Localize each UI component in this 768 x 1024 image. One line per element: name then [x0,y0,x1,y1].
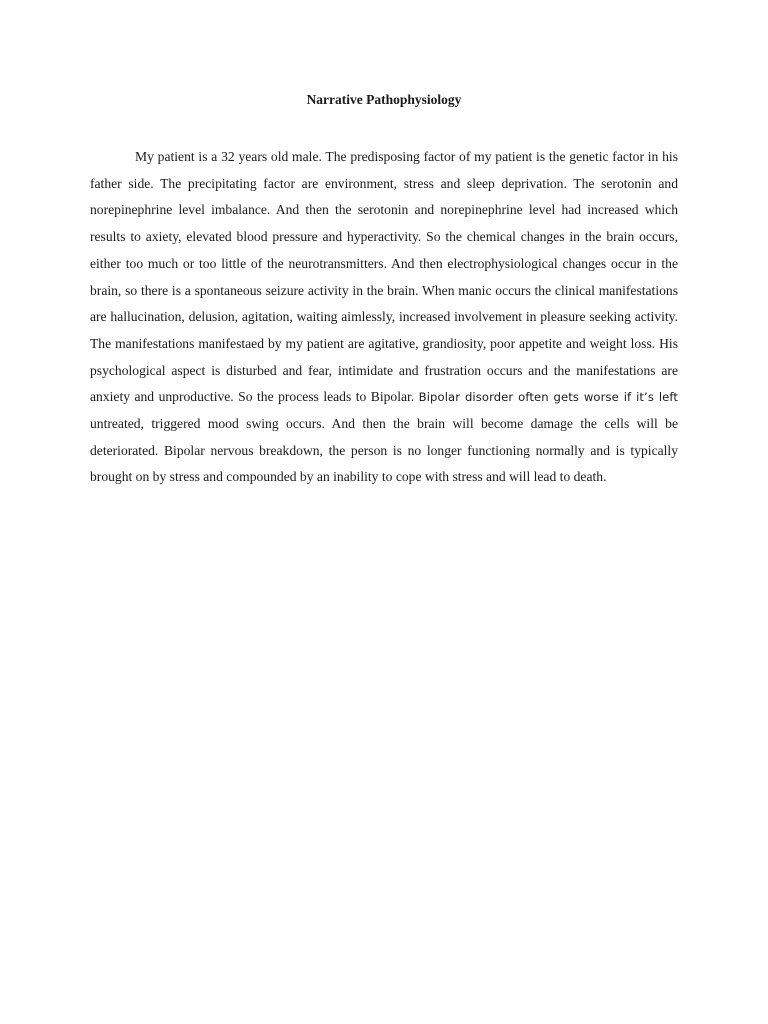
body-paragraph [90,144,678,491]
document-title: Narrative Pathophysiology [306,92,462,107]
paragraph-text-part2: Bipolar disorder often gets worse if it’s left [418,390,678,405]
paragraph-text-part3: untreated, triggered mood swing occurs. And then the brain will become damage the cells will be deteriorated. Bipolar nervous breakdown, the person is no longer functioning normally and is typically brought on by stress and compounded by an inability to cope with stress and will lead to death. [90,416,678,485]
paragraph-text-part1: My patient is a 32 years old male. The predisposing factor of my patient is the genetic factor in his father side. The precipitating factor are environment, stress and sleep deprivation. The serotonin and norepinephrine level imbalance. And then the serotonin and norepinephrine level had increased which results to axiety, elevated blood pressure and hyperactivity. So the chemical changes in the brain occurs, either too much or too little of the neurotransmitters. And then electrophysiological changes occur in the brain, so there is a spontaneous seizure activity in the brain. When manic occurs the clinical manifestations are hallucination, delusion, agitation, waiting aimlessly, increased involvement in pleasure seeking activity. The manifestations manifestaed by my patient are agitative, grandiosity, poor appetite and weight loss. His psychological aspect is disturbed and fear, intimidate and frustration occurs and the manifestations are anxiety and unproductive. So the process leads to Bipolar. [90,149,678,405]
